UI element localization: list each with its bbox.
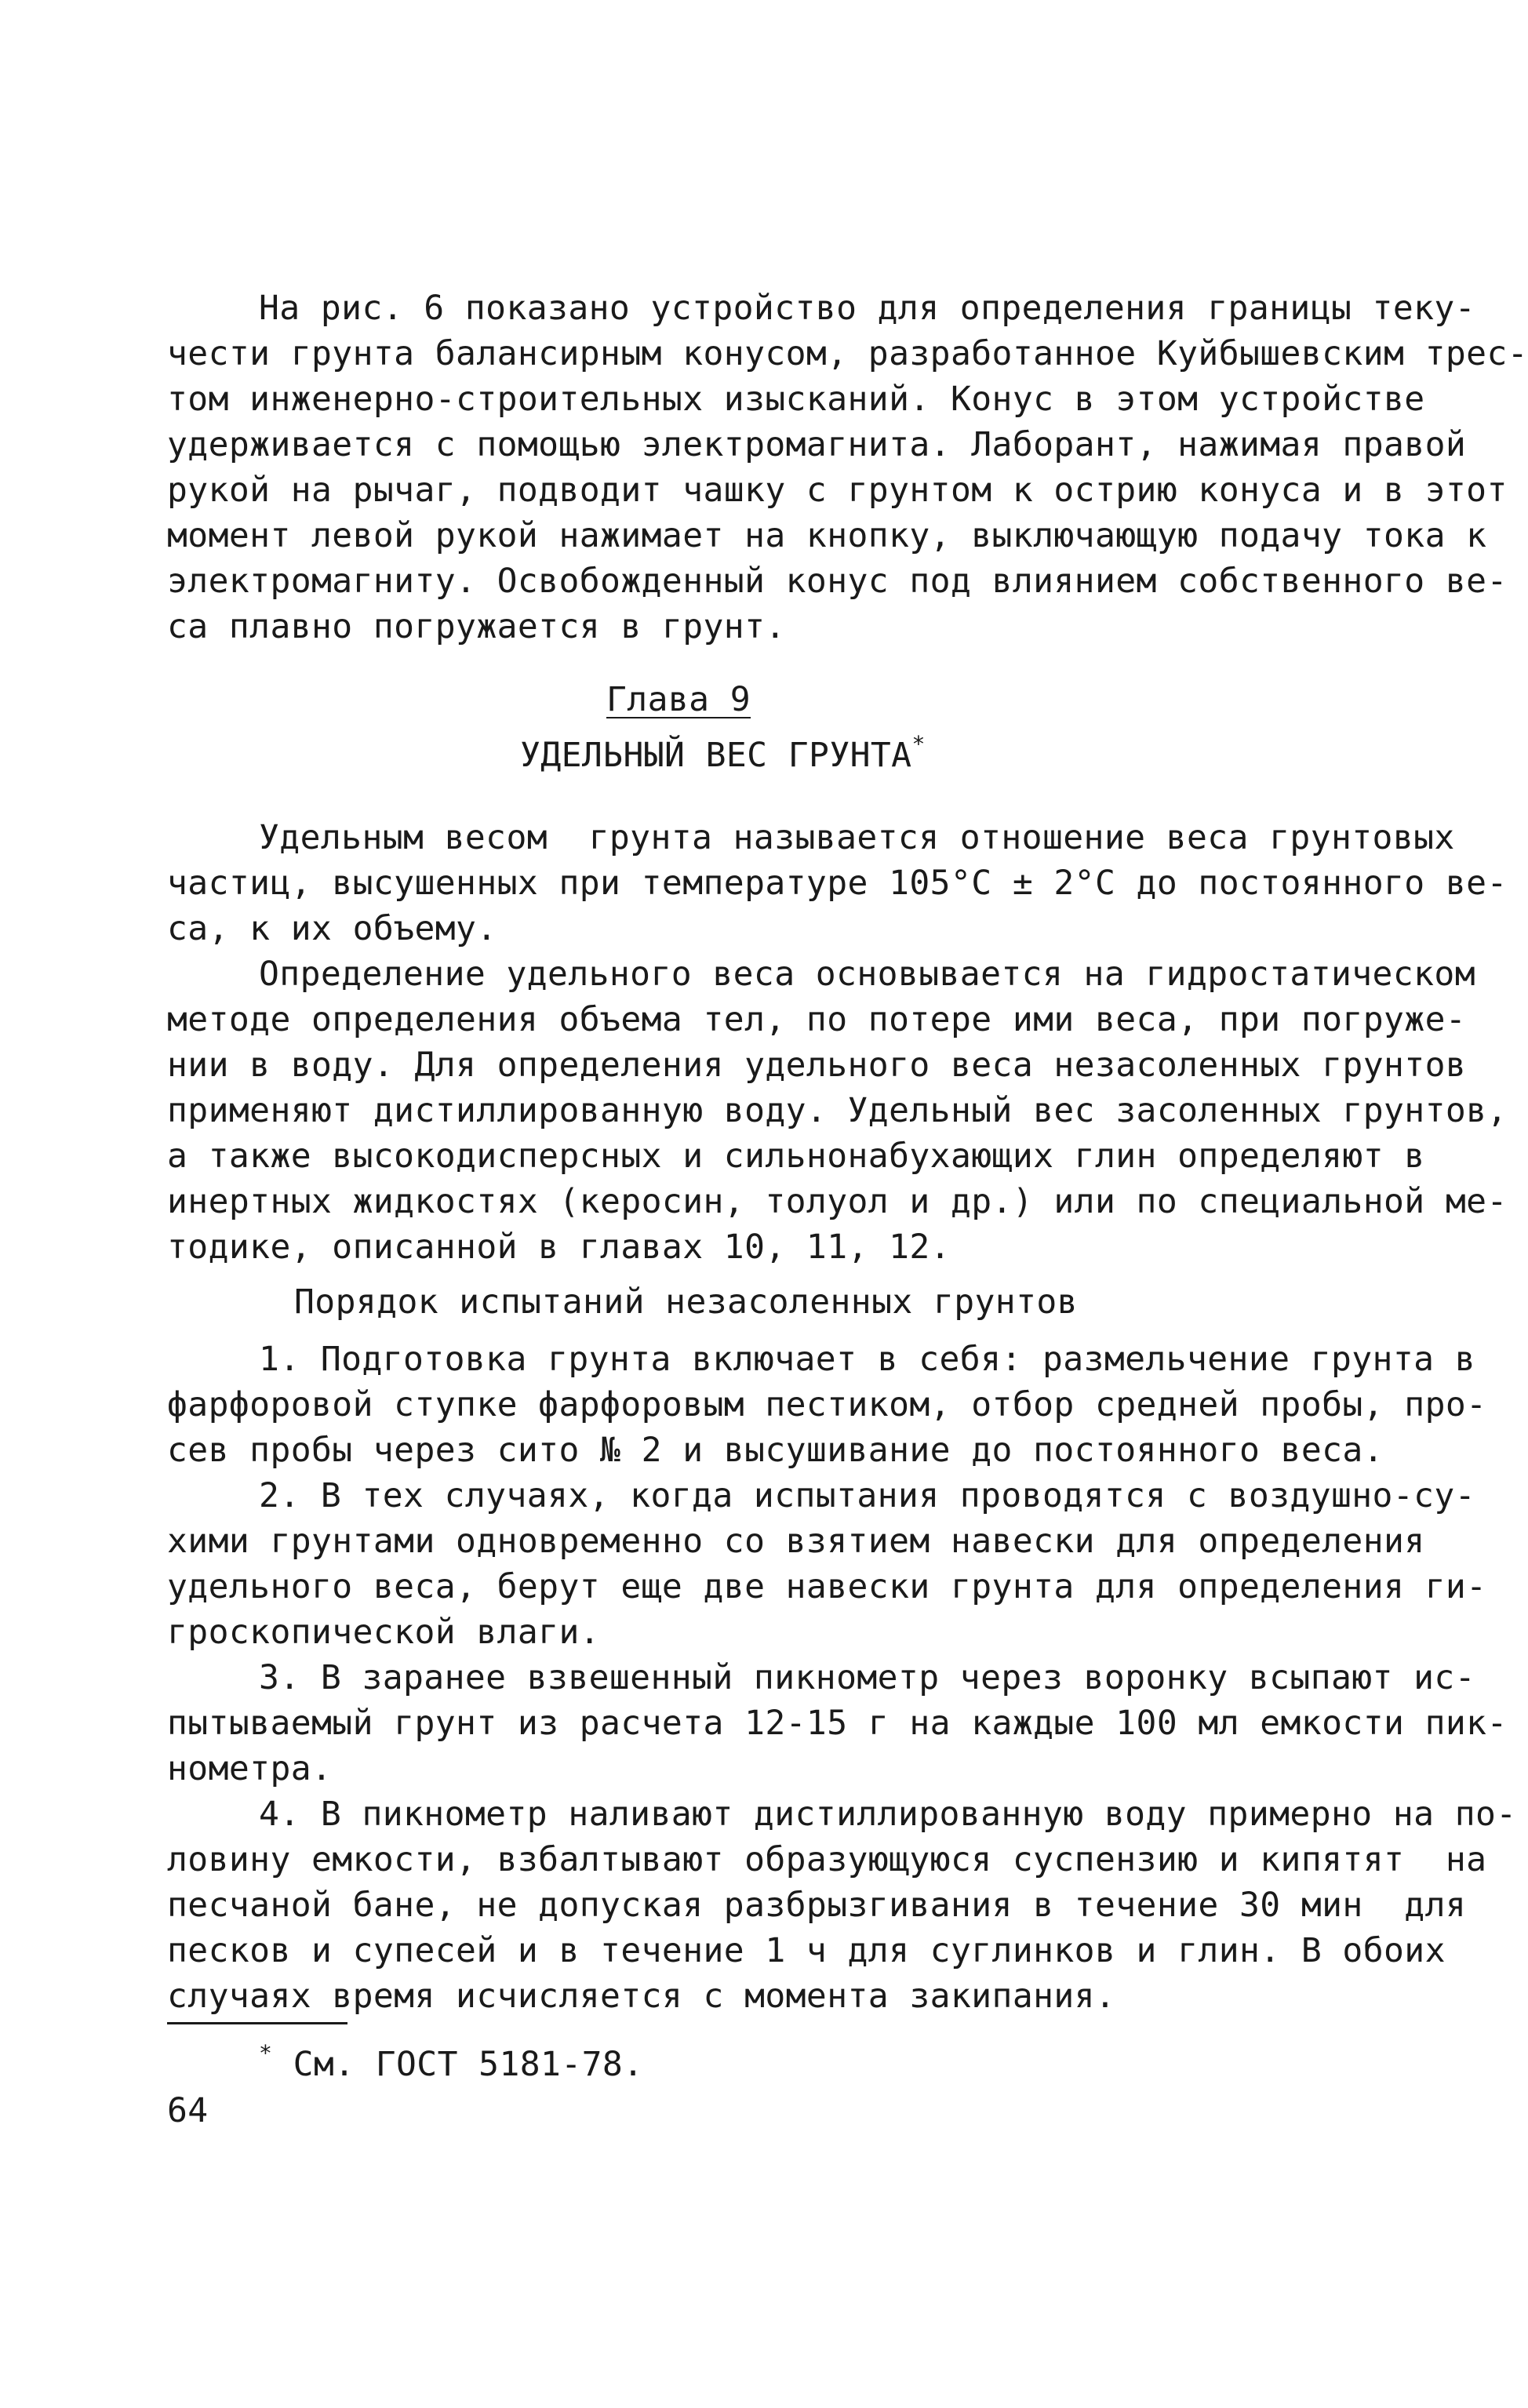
chapter-title-text: УДЕЛЬНЫЙ ВЕС ГРУНТА — [520, 736, 912, 775]
paragraph-1-line-2: чести грунта балансирным конусом, разработанное Куйбышевским трес- — [167, 334, 1528, 373]
item-4-line-1: 4. В пикнометр наливают дистиллированную воду примерно на по- — [259, 1795, 1517, 1834]
item-4-line-2: ловину емкости, взбалтывают образующуюся суспензию и кипятят на — [167, 1840, 1487, 1879]
paragraph-3-line-1: Определение удельного веса основывается на гидростатическом — [259, 955, 1476, 994]
chapter-label: Глава 9 — [606, 680, 751, 719]
item-2-line-2: хими грунтами одновременно со взятием навески для определения — [167, 1522, 1425, 1561]
paragraph-2-line-3: са, к их объему. — [167, 909, 497, 948]
chapter-title — [520, 730, 926, 777]
item-2-line-4: гроскопической влаги. — [167, 1613, 601, 1652]
paragraph-1-line-7: электромагниту. Освобожденный конус под влиянием собственного ве- — [167, 562, 1508, 601]
section-heading: Порядок испытаний незасоленных грунтов — [294, 1282, 1078, 1322]
paragraph-3-line-3: нии в воду. Для определения удельного веса незасоленных грунтов — [167, 1046, 1467, 1085]
item-1-line-2: фарфоровой ступке фарфоровым пестиком, отбор средней пробы, про- — [167, 1385, 1487, 1424]
item-4-line-5: случаях время исчисляется с момента закипания. — [167, 1977, 1116, 2016]
paragraph-1-line-1: На рис. 6 показано устройство для определения границы теку- — [259, 289, 1476, 328]
item-3-line-1: 3. В заранее взвешенный пикнометр через воронку всыпают ис- — [259, 1658, 1476, 1697]
footnote-text: См. ГОСТ 5181-78. — [293, 2045, 644, 2084]
item-2-line-3: удельного веса, берут еще две навески грунта для определения ги- — [167, 1567, 1487, 1606]
paragraph-3-line-2: методе определения объема тел, по потере ими веса, при погруже- — [167, 1000, 1467, 1039]
item-1-line-3: сев пробы через сито № 2 и высушивание до постоянного веса. — [167, 1431, 1384, 1470]
footnote-mark: * — [259, 2039, 273, 2066]
item-1-line-1: 1. Подготовка грунта включает в себя: размельчение грунта в — [259, 1340, 1476, 1379]
paragraph-1-line-8: са плавно погружается в грунт. — [167, 607, 786, 646]
paragraph-1-line-4: удерживается с помощью электромагнита. Лаборант, нажимая правой — [167, 425, 1467, 464]
paragraph-2-line-1: Удельным весом грунта называется отношение веса грунтовых — [259, 818, 1455, 857]
item-4-line-4: песков и супесей и в течение 1 ч для суглинков и глин. В обоих — [167, 1931, 1446, 1970]
paragraph-1-line-5: рукой на рычаг, подводит чашку с грунтом к острию конуса и в этот — [167, 471, 1508, 510]
item-3-line-2: пытываемый грунт из расчета 12-15 г на каждые 100 мл емкости пик- — [167, 1704, 1508, 1743]
paragraph-2-line-2: частиц, высушенных при температуре 105°С ± 2°С до постоянного ве- — [167, 864, 1508, 903]
paragraph-1-line-6: момент левой рукой нажимает на кнопку, выключающую подачу тока к — [167, 516, 1487, 555]
paragraph-1-line-3: том инженерно-строительных изысканий. Конус в этом устройстве — [167, 380, 1425, 419]
item-4-line-3: песчаной бане, не допуская разбрызгивания в течение 30 мин для — [167, 1886, 1467, 1925]
item-3-line-3: нометра. — [167, 1749, 333, 1788]
item-2-line-1: 2. В тех случаях, когда испытания проводятся с воздушно-су- — [259, 1476, 1476, 1515]
paragraph-3-line-5: а также высокодисперсных и сильнонабухающих глин определяют в — [167, 1137, 1425, 1176]
chapter-footnote-mark: * — [911, 730, 926, 757]
page-number: 64 — [167, 2091, 209, 2130]
footnote — [259, 2039, 644, 2086]
paragraph-3-line-7: тодике, описанной в главах 10, 11, 12. — [167, 1228, 951, 1267]
paragraph-3-line-6: инертных жидкостях (керосин, толуол и др.) или по специальной ме- — [167, 1182, 1508, 1221]
paragraph-3-line-4: применяют дистиллированную воду. Удельный вес засоленных грунтов, — [167, 1091, 1508, 1130]
footnote-separator — [167, 2022, 347, 2024]
